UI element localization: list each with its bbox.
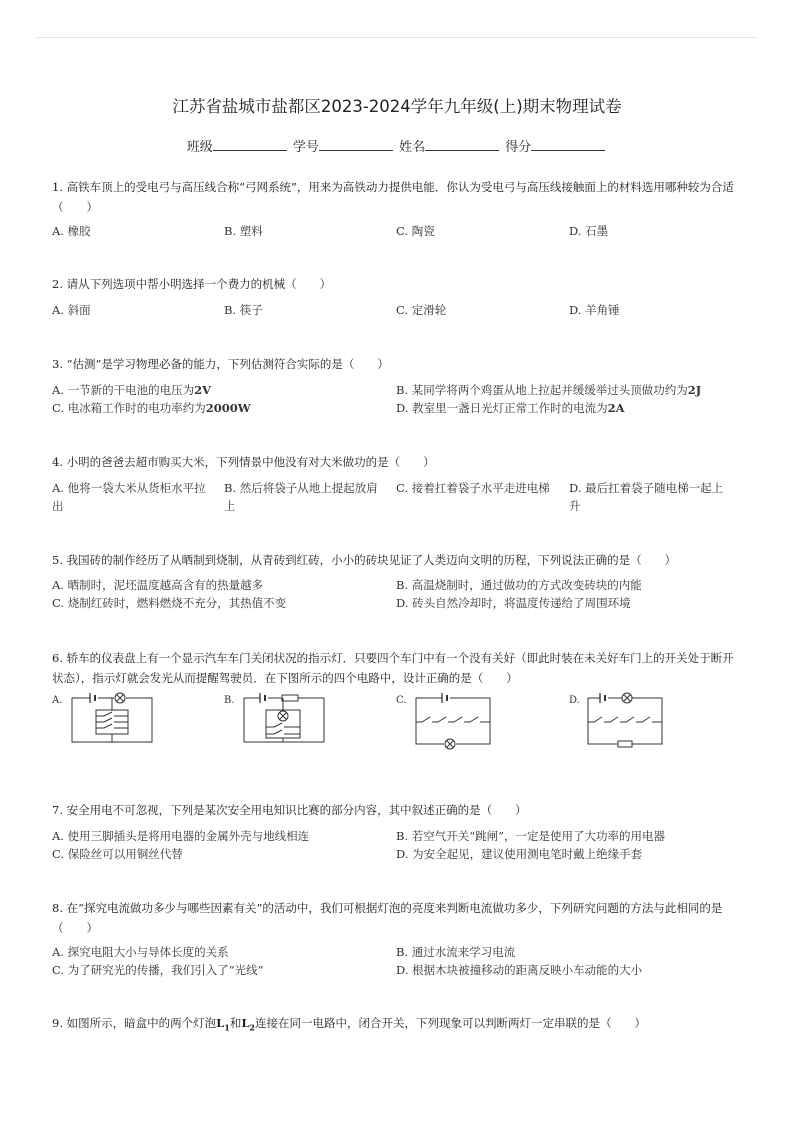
option-b[interactable]: B. 某同学将两个鸡蛋从地上拉起并缓缓举过头顶做功约为2J [396,383,702,397]
option-b[interactable]: B. 若空气开关“跳闸”，一定是使用了大功率的用电器 [396,829,666,843]
option-d[interactable]: D. 石墨 [569,224,609,238]
question-2-stem: 2. 请从下列选项中帮小明选择一个费力的机械（ ） [52,277,332,291]
option-a[interactable]: A. 探究电阻大小与导体长度的关系 [52,945,229,959]
option-c[interactable]: C. 电冰箱工作时的电功率约为2000W [52,401,251,415]
circuit-c-diagram[interactable] [412,690,496,750]
option-c[interactable]: C. 定滑轮 [396,303,447,317]
option-a[interactable]: A. 橡胶 [52,224,91,238]
question-1-stem: 1. 高铁车顶上的受电弓与高压线合称“弓网系统”，用来为高铁动力提供电能．你认为受电弓与高压线接触面上的材料选用哪种较为合适（ ） [52,180,734,214]
option-d[interactable]: D. 教室里一盏日光灯正常工作时的电流为2A [396,401,625,415]
circuit-d-diagram[interactable] [584,690,668,750]
class-blank[interactable] [213,137,287,151]
option-c-label[interactable]: C. [396,695,407,706]
option-d[interactable]: D. 根据木块被撞移动的距离反映小车动能的大小 [396,963,643,977]
id-blank[interactable] [319,137,393,151]
score-label: 得分 [505,140,532,155]
option-b[interactable]: B. 然后将袋子从地上提起放肩上 [224,481,378,513]
score-blank[interactable] [531,137,605,151]
option-c[interactable]: C. 烧制红砖时，燃料燃烧不充分，其热值不变 [52,596,287,610]
option-c[interactable]: C. 为了研究光的传播，我们引入了“光线” [52,963,264,977]
name-label: 姓名 [399,140,426,155]
question-5-stem: 5. 我国砖的制作经历了从晒制到烧制，从青砖到红砖，小小的砖块见证了人类迈向文明的历程，下列说法正确的是（ ） [52,553,677,567]
student-info-line [0,136,794,155]
option-d[interactable]: D. 为安全起见，建议使用测电笔时戴上绝缘手套 [396,847,643,861]
option-b-label[interactable]: B. [224,695,235,706]
option-b[interactable]: B. 通过水流来学习电流 [396,945,516,959]
option-a[interactable]: A. 他将一袋大米从货柜水平拉出 [52,481,206,513]
id-label: 学号 [292,140,319,155]
header-rule [36,37,758,38]
question-7-stem: 7. 安全用电不可忽视，下列是某次安全用电知识比赛的部分内容，其中叙述正确的是（ ） [52,803,527,817]
question-9-stem: 9. 如图所示，暗盒中的两个灯泡$L_1$和$L_2$连接在同一电路中，闭合开关，下列现象可以判断两灯一定串联的是（ ） [52,1016,646,1033]
option-d[interactable]: D. 羊角锤 [569,303,620,317]
option-d[interactable]: D. 最后扛着袋子随电梯一起上升 [569,481,724,513]
option-c[interactable]: C. 接着扛着袋子水平走进电梯 [396,481,550,495]
page-title: 江苏省盐城市盐都区2023-2024学年九年级(上)期末物理试卷 [172,97,622,116]
question-6-stem: 6. 轿车的仪表盘上有一个显示汽车车门关闭状况的指示灯．只要四个车门中有一个没有关好（即此时装在未关好车门上的开关处于断开状态），指示灯就会发光从而提醒驾驶员．在下图所示的四个电路中，设计正确的是（ ） [52,651,734,685]
circuit-b-diagram[interactable] [240,690,328,748]
option-a[interactable]: A. 一节新的干电池的电压为2V [52,383,212,397]
question-8-stem: 8. 在“探究电流做功多少与哪些因素有关”的活动中，我们可根据灯泡的亮度来判断电流做功多少，下列研究问题的方法与此相同的是（ ） [52,901,723,935]
option-a[interactable]: A. 使用三脚插头是将用电器的金属外壳与地线相连 [52,829,310,843]
option-d[interactable]: D. 砖头自然冷却时，将温度传递给了周围环境 [396,596,631,610]
option-a[interactable]: A. 斜面 [52,303,91,317]
option-c[interactable]: C. 保险丝可以用铜丝代替 [52,847,183,861]
option-c[interactable]: C. 陶瓷 [396,224,435,238]
class-label: 班级 [186,140,213,155]
option-a[interactable]: A. 晒制时，泥坯温度越高含有的热量越多 [52,578,264,592]
option-d-label[interactable]: D. [569,695,580,706]
question-4-stem: 4. 小明的爸爸去超市购买大米，下列情景中他没有对大米做功的是（ ） [52,455,435,469]
circuit-a-diagram[interactable] [68,690,156,748]
option-b[interactable]: B. 塑料 [224,224,263,238]
name-blank[interactable] [425,137,499,151]
question-3-stem: 3. “估测”是学习物理必备的能力，下列估测符合实际的是（ ） [52,357,389,371]
option-b[interactable]: B. 筷子 [224,303,263,317]
option-b[interactable]: B. 高温烧制时，通过做功的方式改变砖块的内能 [396,578,642,592]
option-a-label[interactable]: A. [52,695,63,706]
